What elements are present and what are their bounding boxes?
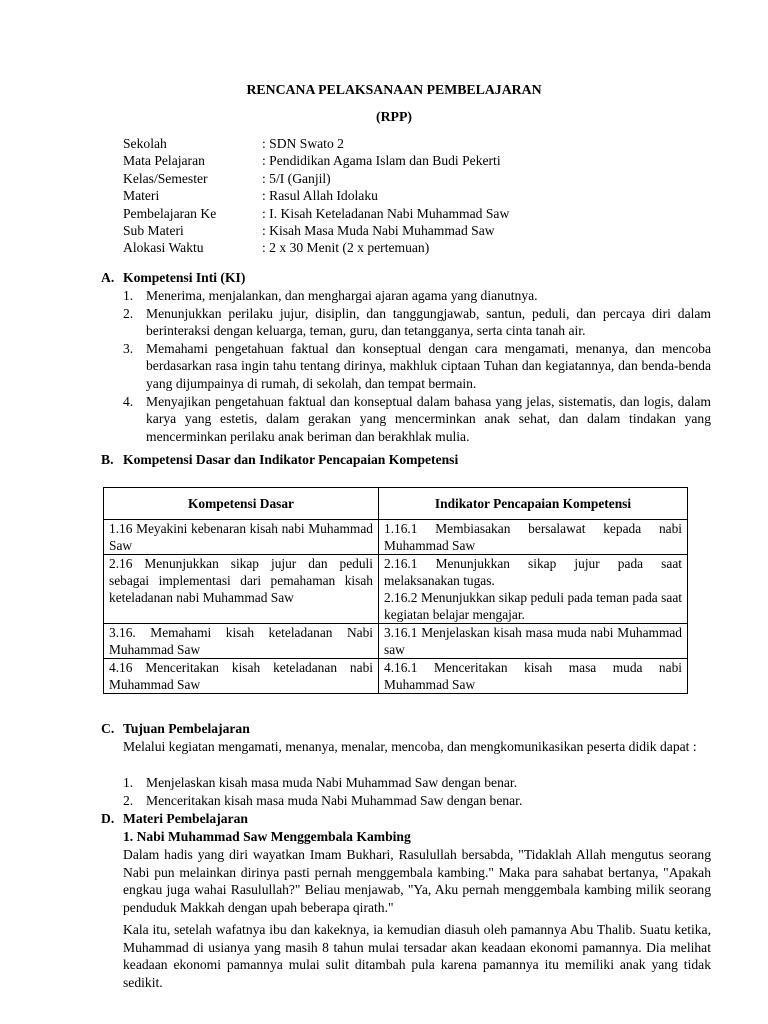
info-label: Kelas/Semester [123,170,208,186]
list-number: 3. [123,340,134,356]
info-label: Sekolah [123,136,167,151]
info-row-kelas-semester [123,170,509,187]
document-subtitle: (RPP) [375,109,412,124]
section-title: Tujuan Pembelajaran [123,721,250,736]
list-text: Menunjukkan perilaku jujur, disiplin, dan tanggungjawab, santun, peduli, dan percaya diri dalam berinteraksi dengan keluarga, teman, guru, dan tetangganya, serta cinta tanah air. [146,305,711,339]
info-row-pembelajaran-ke [123,205,509,222]
materi-paragraph-1: Dalam hadis yang diri wayatkan Imam Bukhari, Rasulullah bersabda, "Tidaklah Allah mengutus seorang Nabi pun melainkan dirinya pasti pernah menggembala kambing." Maka para sahabat bertanya, "Apakah engkau juga wahai Rasulullah?" Beliau menjawab, "Ya, Aku pernah menggembala kambing milik seorang penduduk Makkah dengan upah beberapa qirath." [123,847,711,915]
list-number: 4. [123,393,134,409]
info-value: : Pendidikan Agama Islam dan Budi Pekerti [262,153,501,169]
section-c-heading [101,720,250,738]
column-header-kompetensi-dasar: Kompetensi Dasar [104,488,379,520]
info-value: : Kisah Masa Muda Nabi Muhammad Saw [262,222,495,238]
list-item [123,792,711,810]
ipk-text: 2.16.1 Menunjukkan sikap jujur pada saat melaksanakan tugas. [384,556,682,588]
list-item [123,305,711,340]
section-b-heading [101,451,458,469]
kd-cell: 3.16. Memahami kisah keteladanan Nabi Muhammad Saw [104,624,379,659]
section-title: Materi Pembelajaran [123,811,248,826]
list-text: Menceritakan kisah masa muda Nabi Muhammad Saw dengan benar. [146,792,523,808]
info-label: Mata Pelajaran [123,153,205,169]
info-label: Pembelajaran Ke [123,205,217,221]
table-row [104,624,688,659]
section-letter: A. [101,270,115,285]
list-item [123,340,711,393]
section-d-heading [101,810,248,828]
section-letter: C. [101,721,115,736]
section-letter: D. [101,811,115,826]
table-row [104,659,688,694]
section-letter: B. [101,452,114,467]
ipk-cell [379,555,688,624]
list-number: 1. [123,775,134,790]
tujuan-list [123,774,711,809]
list-text: Menyajikan pengetahuan faktual dan konseptual dalam bahasa yang jelas, sistematis, dan logis, dalam karya yang estetis, dalam gerakan yang mencerminkan anak sehat, dan dalam tindakan yang mencerminkan perilaku anak beriman dan berakhlak mulia. [146,393,711,444]
table-row [104,555,688,624]
tujuan-intro: Melalui kegiatan mengamati, menanya, menalar, mencoba, dan mengkomunikasikan peserta didik dapat : [123,739,697,754]
kd-cell: 1.16 Meyakini kebenaran kisah nabi Muhammad Saw [104,520,379,555]
list-text: Menerima, menjalankan, dan menghargai ajaran agama yang dianutnya. [146,288,538,303]
info-label: Sub Materi [123,222,184,238]
ipk-text: 4.16.1 Menceritakan kisah masa muda nabi Muhammad Saw [384,660,682,692]
info-row-sub-materi [123,222,509,239]
section-a-heading [101,269,245,287]
list-item [123,393,711,446]
kd-cell: 4.16 Menceritakan kisah keteladanan nabi Muhammad Saw [104,659,379,694]
list-text: Menjelaskan kisah masa muda Nabi Muhammad Saw dengan benar. [146,775,518,790]
info-label: Alokasi Waktu [123,240,204,256]
section-title: Kompetensi Inti (KI) [123,270,246,285]
identity-block [123,135,509,257]
info-row-materi [123,187,509,204]
competency-table [103,487,688,694]
document-title: RENCANA PELAKSANAAN PEMBELAJARAN [246,82,542,97]
info-value: : I. Kisah Keteladanan Nabi Muhammad Saw [262,205,510,221]
info-label: Materi [123,188,160,204]
info-value: : SDN Swato 2 [262,136,344,151]
ipk-cell [379,659,688,694]
info-value: : Rasul Allah Idolaku [262,188,378,204]
info-value: : 5/I (Ganjil) [262,170,331,186]
ipk-text: 1.16.1 Membiasakan bersalawat kepada nabi Muhammad Saw [384,521,682,553]
materi-subheading: 1. Nabi Muhammad Saw Menggembala Kambing [123,829,411,844]
table-header-row [104,488,688,520]
list-number: 2. [123,792,134,808]
section-title: Kompetensi Dasar dan Indikator Pencapaian Kompetensi [123,452,459,467]
ipk-cell [379,520,688,555]
list-item [123,774,711,792]
ipk-cell [379,624,688,659]
list-number: 2. [123,305,134,321]
list-number: 1. [123,288,134,303]
ipk-text: 3.16.1 Menjelaskan kisah masa muda nabi Muhammad saw [384,625,682,657]
info-row-mata-pelajaran [123,152,509,169]
info-value: : 2 x 30 Menit (2 x pertemuan) [262,240,430,256]
table-row [104,520,688,555]
info-row-sekolah [123,135,509,152]
ipk-text: 2.16.2 Menunjukkan sikap peduli pada teman pada saat kegiatan belajar mengajar. [384,590,682,622]
column-header-indikator: Indikator Pencapaian Kompetensi [379,488,688,520]
list-item [123,287,711,305]
ki-list [123,287,711,445]
info-row-alokasi-waktu [123,239,509,256]
kd-cell: 2.16 Menunjukkan sikap jujur dan peduli sebagai implementasi dari pemahaman kisah keteladanan nabi Muhammad Saw [104,555,379,624]
materi-paragraph-2: Kala itu, setelah wafatnya ibu dan kakeknya, ia kemudian diasuh oleh pamannya Abu Thalib. Suatu ketika, Muhammad di usianya yang masih 8 tahun mulai tersadar akan keadaan ekonomi pamannya. Dia melihat keadaan ekonomi pamannya mulai sulit ditambah pula karena pamannya itu memiliki anak yang tidak sedikit. [123,922,711,990]
list-text: Memahami pengetahuan faktual dan konseptual dengan cara mengamati, menanya, dan mencoba berdasarkan rasa ingin tahu tentang dirinya, makhluk ciptaan Tuhan dan kegiatannya, dan benda-benda yang dijumpainya di rumah, di sekolah, dan tempat bermain. [146,340,711,391]
